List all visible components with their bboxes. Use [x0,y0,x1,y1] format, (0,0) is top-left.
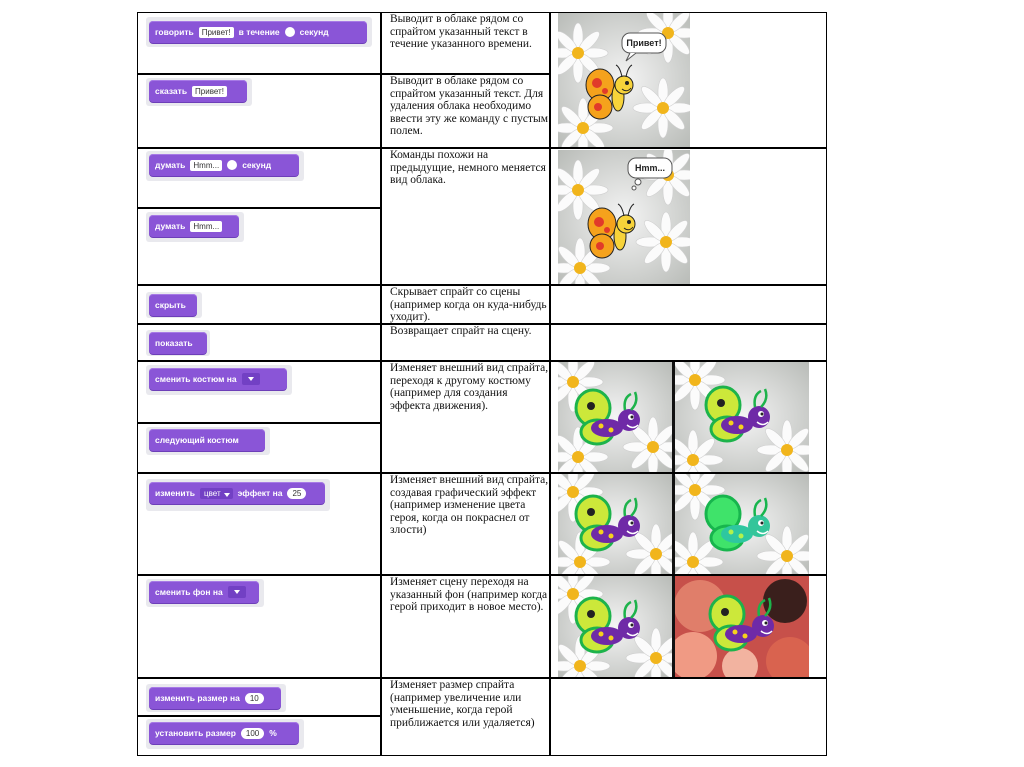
number-field[interactable]: 25 [287,488,306,499]
block-word: % [269,728,277,738]
cell-image-row4 [551,286,826,323]
block-word: следующий костюм [155,435,239,445]
block-word: в течение [238,27,280,37]
hide-block[interactable] [149,294,197,316]
block-word: показать [155,338,193,348]
block-word: изменить [155,488,196,498]
say-block[interactable] [149,80,247,102]
block-word: сменить фон на [155,587,223,597]
thought-bubble-text: Hmm... [634,163,666,173]
show-block[interactable] [149,332,207,354]
backdrop-1-image [558,576,672,677]
block-word: секунд [299,27,329,37]
say-for-secs-block[interactable] [149,21,367,43]
set-size-block[interactable] [149,722,299,744]
switch-backdrop-block[interactable] [149,581,259,603]
block-word: скрыть [155,300,186,310]
desc-row8: Изменяет сцену переходя на указанный фон (например когда герой приходит в новое место). [382,576,549,677]
desc-row9: Изменяет размер спрайта (например увеличение или уменьшение, когда герой приближается или удаляется) [382,679,549,755]
desc-row1: Выводит в облаке рядом со спрайтом указанный текст в течение указанного времени. [382,13,549,73]
think-block[interactable] [149,215,239,237]
desc-row4: Скрывает спрайт со сцены (например когда он куда-нибудь уходит). [382,286,549,323]
block-word: сказать [155,86,188,96]
number-slot[interactable] [285,27,295,37]
block-word: эффект на [237,488,283,498]
block-word: установить размер [155,728,236,738]
effect-before-image [558,474,672,574]
effect-after-image [675,474,809,574]
desc-row6: Изменяет внешний вид спрайта, переходя к другому костюму (например для создания эффекта движения). [382,362,549,472]
block-word: изменить размер на [155,693,240,703]
next-costume-block[interactable] [149,429,265,451]
desc-row5: Возвращает спрайт на сцену. [382,325,549,360]
block-word: думать [155,160,186,170]
text-field[interactable]: Hmm... [190,160,222,171]
text-field[interactable]: Привет! [199,27,234,38]
cell-image-row5 [551,325,826,360]
text-field[interactable]: Привет! [192,86,227,97]
block-word: говорить [155,27,194,37]
effect-dropdown[interactable]: цвет [200,488,233,499]
desc-row7: Изменяет внешний вид спрайта, создавая графический эффект (например изменение цвета героя, когда он покраснел от злости) [382,474,549,574]
think-for-secs-block[interactable] [149,154,299,176]
block-word: думать [155,221,186,231]
backdrop-2-image [675,576,809,677]
number-field[interactable]: 10 [245,693,264,704]
block-word: сменить костюм на [155,374,237,384]
sprite-say-image [558,13,690,147]
speech-bubble-text: Привет! [626,38,662,48]
change-size-block[interactable] [149,687,281,709]
number-field[interactable]: 100 [241,728,264,739]
switch-costume-block[interactable] [149,368,287,390]
change-effect-block[interactable] [149,482,325,504]
desc-row3: Команды похожи на предыдущие, немного меняется вид облака. [382,149,549,284]
costume-2-image [675,362,809,472]
text-field[interactable]: Hmm... [190,221,222,232]
backdrop-dropdown[interactable] [228,586,246,598]
number-slot[interactable] [227,160,237,170]
costume-1-image [558,362,672,472]
desc-row2: Выводит в облаке рядом со спрайтом указанный текст. Для удаления облака необходимо ввести эту же команду с пустым полем. [382,75,549,147]
cell-image-row9 [551,679,826,755]
costume-dropdown[interactable] [242,373,260,385]
sprite-think-image [558,150,690,284]
block-word: секунд [242,160,272,170]
